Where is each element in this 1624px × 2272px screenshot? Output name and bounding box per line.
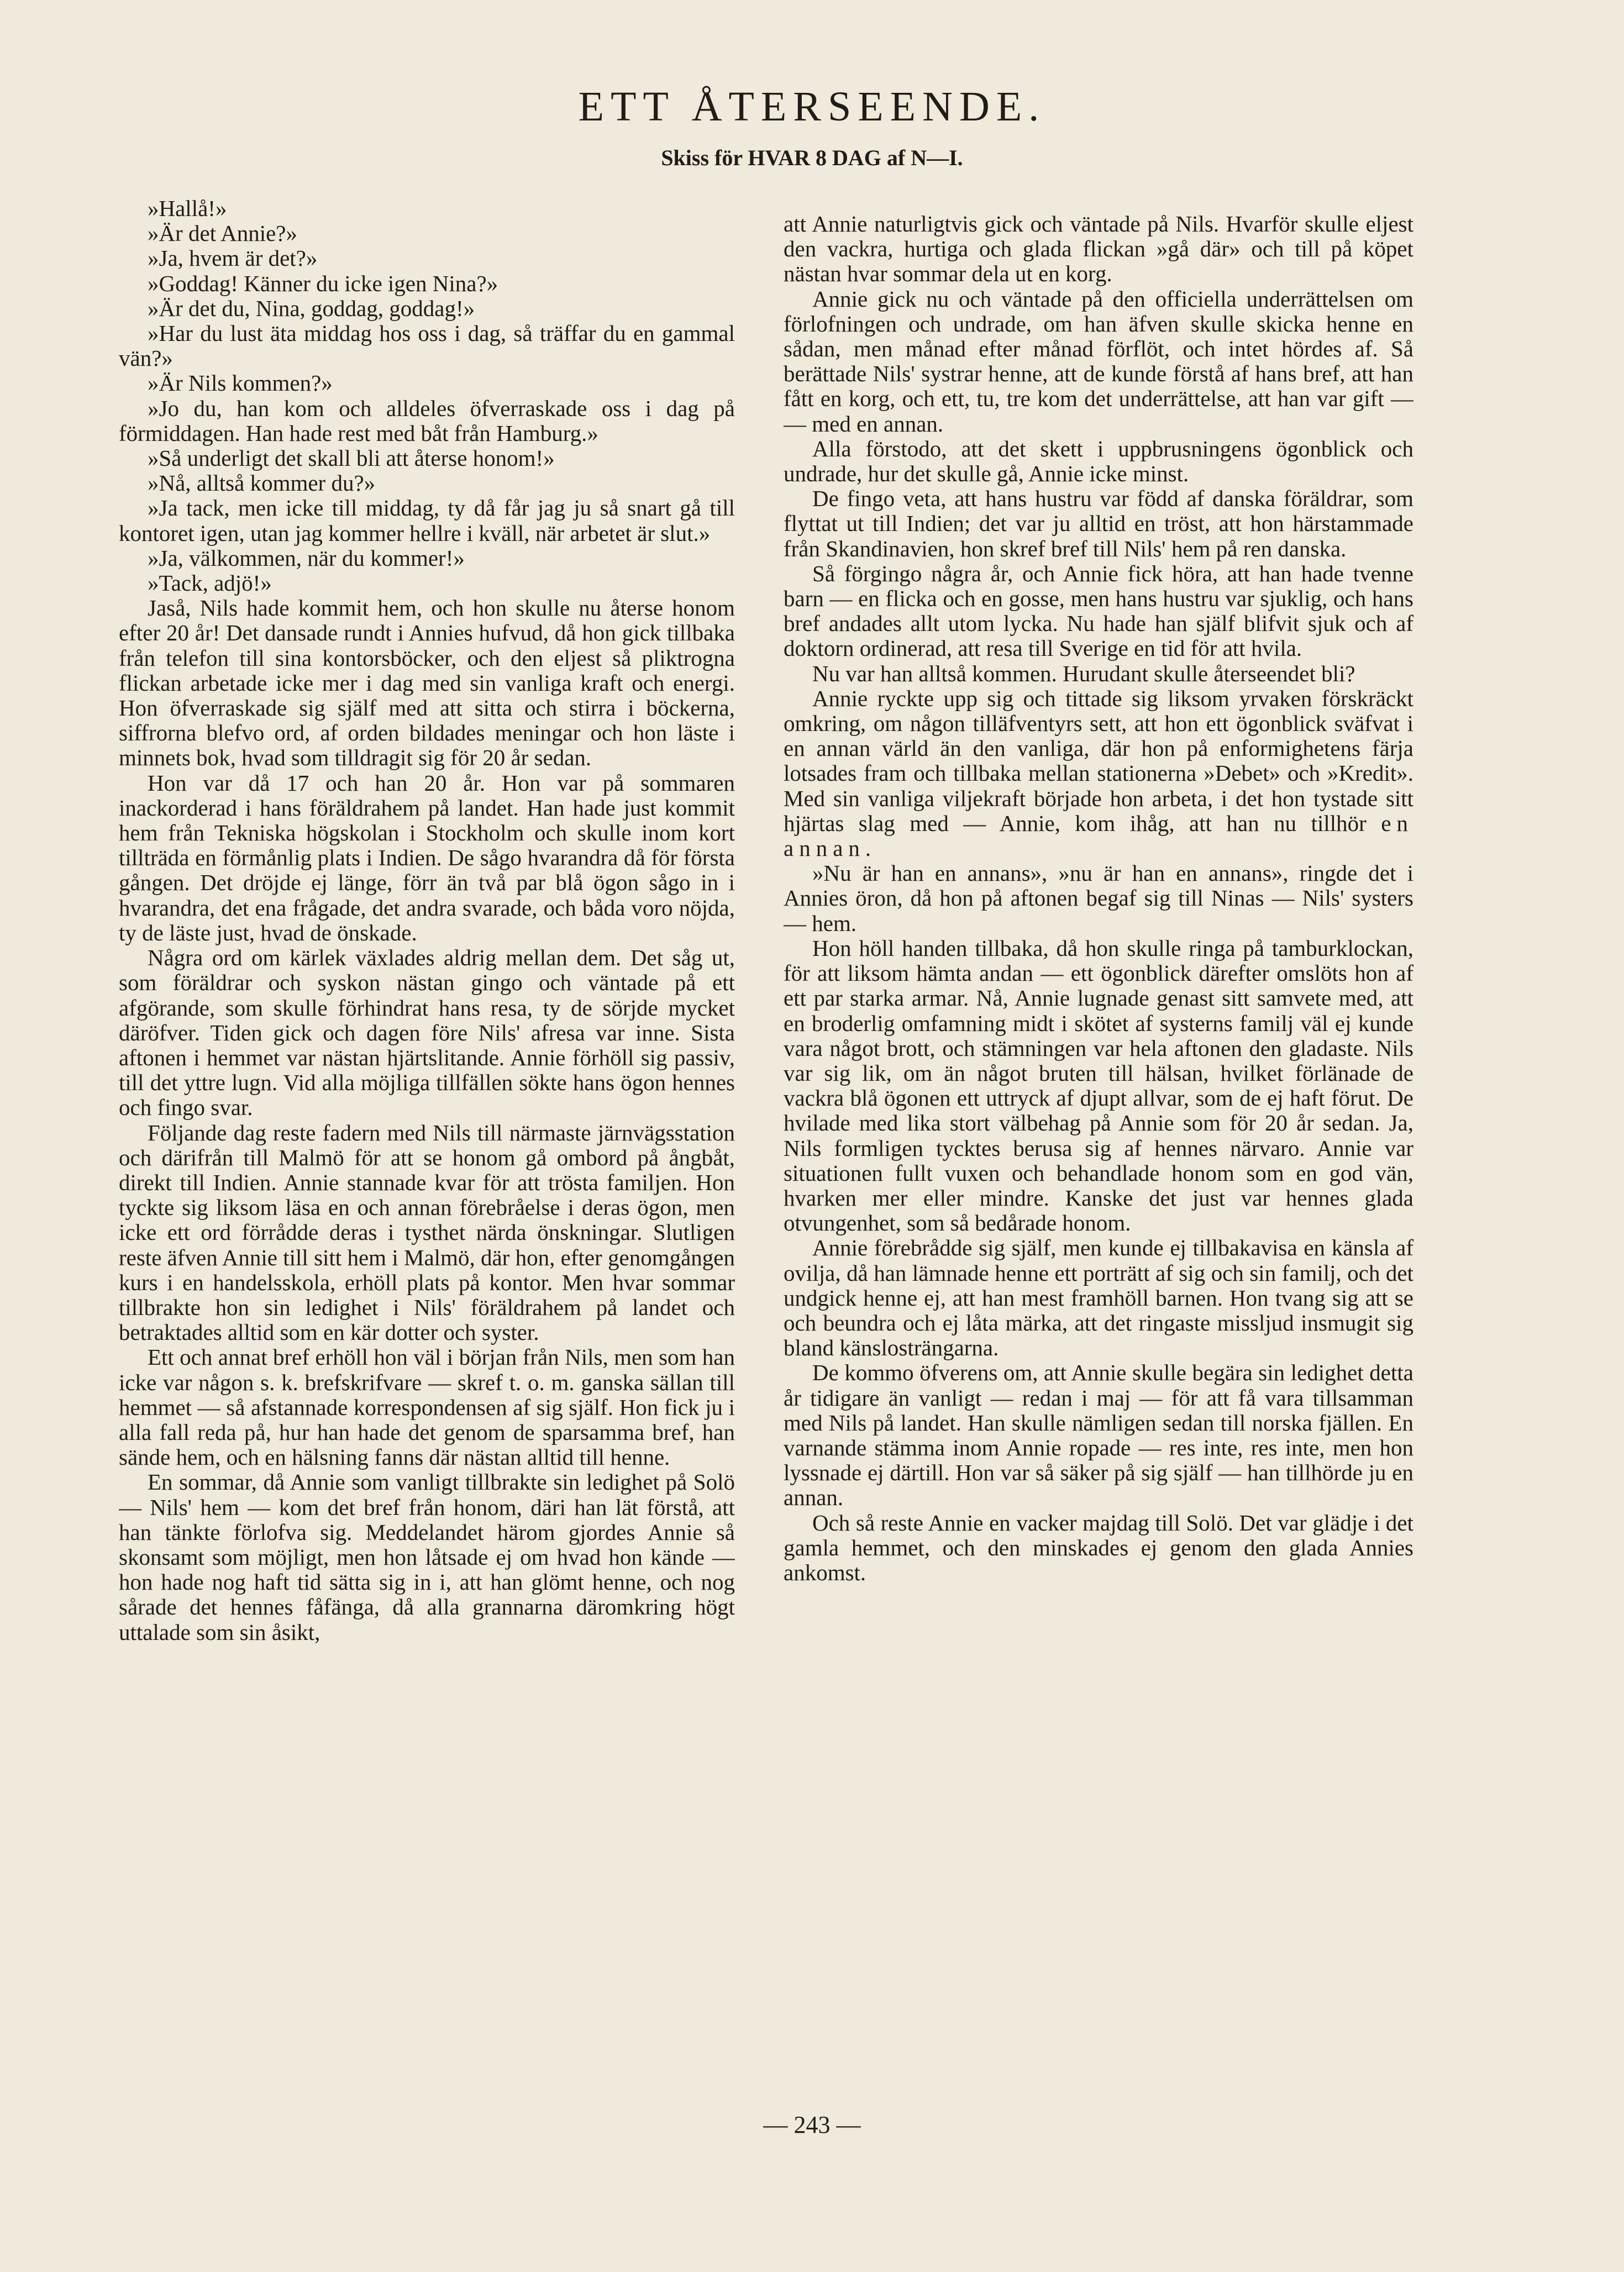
left-text-column	[119, 196, 735, 2097]
dialogue-line: »Nå, alltså kommer du?»	[148, 470, 376, 496]
dialogue-line: »Är det du, Nina, goddag, goddag!»	[148, 295, 475, 321]
paragraph: »Jo du, han kom och alldeles öfverraskade oss i dag på förmiddagen. Han hade rest med båt från Hamburg.»	[119, 395, 735, 446]
paragraph: »Nu är han en annans», »nu är han en annans», ringde det i Annies öron, då hon på aftonen begaf sig till Ninas — Nils' systers — hem.	[784, 860, 1413, 936]
paragraph: Hon var då 17 och han 20 år. Hon var på sommaren inackorderad i hans föräldrahem på landet. Han hade just kommit hem från Tekniska högskolan i Stockholm och skulle inom kort tillträda en förmånlig plats i Indien. De sågo hvarandra då för första gången. Det dröjde ej länge, förr än två par blå ögon sågo in i hvarandra, det ena frågade, det andra svarade, och båda voro nöjda, ty de läste just, hvad de önskade.	[119, 770, 735, 945]
article-subtitle: Skiss för HVAR 8 DAG af N—I.	[661, 145, 963, 170]
paragraph: Annie ryckte upp sig och tittade sig liksom yrvaken förskräckt omkring, om någon tilläfventyrs sett, att hon ett ögonblick sväfvat i en annan värld än den vanliga, där hon på enformighetens färja lotsades fram och tillbaka mellan stationerna »Debet» och »Kredit». Med sin vanliga viljekraft började hon arbeta, i det hon tystade sitt hjärtas slag med — Annie, kom ihåg, att han nu tillhör en annan.	[784, 685, 1413, 861]
dialogue-line: »Ja, hvem är det?»	[148, 245, 318, 271]
dialogue-line: »Goddag! Känner du icke igen Nina?»	[148, 270, 498, 296]
paragraph: Jaså, Nils hade kommit hem, och hon skulle nu återse honom efter 20 år! Det dansade rundt i Annies hufvud, då hon gick tillbaka från telefon till sina kontorsböcker, och den eljest så pliktrogna flickan arbetade icke mer i dag med sin vanliga kraft och energi. Hon öfverraskade sig själf med att sitta och stirra i böckerna, siffrorna blefvo ord, af orden bildades meningar och hon läste i minnets bok, hvad som tilldragit sig för 20 år sedan.	[119, 595, 735, 771]
paragraph: Hon höll handen tillbaka, då hon skulle ringa på tamburklockan, för att liksom hämta andan — ett ögonblick därefter omslöts hon af ett par starka armar. Nå, Annie lugnade genast sitt samvete med, att en broderlig omfamning midt i skötet af systerns familj väl ej kunde vara något brott, och stämningen var hela aftonen den gladaste. Nils var sig lik, om än något bruten till hälsan, hvilket förlänade de vackra blå ögonen ett uttryck af djupt allvar, som de ej haft förut. De hvilade med lika stort välbehag på Annie som för 20 år sedan. Ja, Nils formligen tycktes berusa sig af hennes närvaro. Annie var situationen fullt vuxen och behandlade honom som en god vän, hvarken mer eller mindre. Kanske det just var hennes glada otvungenhet, som så bedårade honom.	[784, 935, 1413, 1236]
page-number: — 243 —	[763, 2111, 861, 2138]
paragraph: Nu var han alltså kommen. Hurudant skulle återseendet bli?	[812, 660, 1355, 686]
spaced-emphasis-text: en annan.	[784, 810, 1413, 861]
paragraph: Ett och annat bref erhöll hon väl i början från Nils, men som han icke var någon s. k. brefskrifvare — skref t. o. m. ganska sällan till hemmet — så afstannade korrespondensen af sig själf. Hon fick ju i alla fall reda på, hur han hade det genom de sparsamma bref, han sände hem, och en hälsning fanns där nästan alltid till henne.	[119, 1344, 735, 1470]
paragraph: Annie förebrådde sig själf, men kunde ej tillbakavisa en känsla af ovilja, då han lämnade henne ett porträtt af sig och sin familj, och det undgick henne ej, att han mest framhöll barnen. Hon tvang sig att se och beundra och ej låta märka, att det ringaste missljud insmugit sig bland känslosträngarna.	[784, 1235, 1413, 1361]
dialogue-line: »Är Nils kommen?»	[148, 370, 333, 396]
right-text-column	[784, 212, 1413, 2112]
paragraph: De fingo veta, att hans hustru var född af danska föräldrar, som flyttat ut till Indien; det var ju alltid en tröst, att hon härstammade från Skandinavien, hon skref bref till Nils' hem på ren danska.	[784, 486, 1413, 561]
paragraph: En sommar, då Annie som vanligt tillbrakte sin ledighet på Solö — Nils' hem — kom det bref från honom, däri han lät förstå, att han tänkte förlofva sig. Meddelandet härom gjordes Annie så skonsamt som möjligt, men hon låtsade ej om hvad hon kände — hon hade nog haft tid sätta sig in i, att han glömt henne, och nog sårade det hennes fåfänga, då alla grannarna däromkring högt uttalade som sin åsikt,	[119, 1469, 735, 1645]
paragraph: Och så reste Annie en vacker majdag till Solö. Det var glädje i det gamla hemmet, och den minskades ej genom den glada Annies ankomst.	[784, 1510, 1413, 1585]
dialogue-line: »Tack, adjö!»	[148, 570, 272, 596]
paragraph: De kommo öfverens om, att Annie skulle begära sin ledighet detta år tidigare än vanligt — redan i maj — för att få vara tillsamman med Nils på landet. Han skulle nämligen sedan till norska fjällen. En varnande stämma inom Annie ropade — res inte, res inte, men hon lyssnade ej därtill. Hon var så säker på sig själf — han tillhörde ju en annan.	[784, 1360, 1413, 1511]
paragraph: Några ord om kärlek växlades aldrig mellan dem. Det såg ut, som föräldrar och syskon nästan gingo och väntade på ett afgörande, som skulle förhindrat hans resa, ty de sörjde mycket däröfver. Tiden gick och dagen före Nils' afresa var inne. Sista aftonen i hemmet var nästan hjärtslitande. Annie förhöll sig passiv, till det yttre lugn. Vid alla möjliga tillfällen sökte hans ögon hennes och fingo svar.	[119, 945, 735, 1121]
dialogue-line: »Ja, välkommen, när du kommer!»	[148, 545, 465, 571]
paragraph: Så förgingo några år, och Annie fick höra, att han hade tvenne barn — en flicka och en gosse, men hans hustru var sjuklig, och hans bref andades allt utom lycka. Nu hade han själf blifvit sjuk och af doktorn ordinerad, att resa till Sverige en tid för att hvila.	[784, 560, 1413, 661]
article-title: ETT ÅTERSEENDE.	[578, 83, 1046, 130]
dialogue-line: »Hallå!»	[148, 196, 227, 221]
dialogue-line: »Så underligt det skall bli att återse honom!»	[148, 445, 555, 471]
paragraph: att Annie naturligtvis gick och väntade på Nils. Hvarför skulle eljest den vackra, hurtiga och glada flickan »gå där» och till på köpet nästan hvar sommar dela ut en korg.	[784, 212, 1413, 287]
paragraph: Följande dag reste fadern med Nils till närmaste järnvägsstation och därifrån till Malmö för att se honom gå ombord på ångbåt, direkt till Indien. Annie stannade kvar för att trösta familjen. Hon tyckte sig liksom läsa en och annan förebråelse i deras ögon, men icke ett ord förrådde deras i tysthet närda önskningar. Slutligen reste äfven Annie till sitt hem i Malmö, där hon, efter genomgången kurs i en handelsskola, erhöll plats på kontor. Men hvar sommar tillbrakte hon sin ledighet i Nils' föräldrahem på landet och betraktades alltid som en kär dotter och syster.	[119, 1119, 735, 1345]
paragraph: Annie gick nu och väntade på den officiella underrättelsen om förlofningen och undrade, om han äfven skulle skicka henne en sådan, men månad efter månad förflöt, och intet hördes af. Så berättade Nils' systrar henne, att de kunde förstå af hans bref, att han fått en korg, och ett, tu, tre kom det underrättelse, att han var gift — — med en annan.	[784, 286, 1413, 436]
paragraph: »Ja tack, men icke till middag, ty då får jag ju så snart gå till kontoret igen, utan jag kommer hellre i kväll, när arbetet är slut.»	[119, 495, 735, 546]
paragraph: Alla förstodo, att det skett i uppbrusningens ögonblick och undrade, hur det skulle gå, Annie icke minst.	[784, 435, 1413, 487]
dialogue-line: »Är det Annie?»	[148, 220, 297, 246]
paragraph: »Har du lust äta middag hos oss i dag, så träffar du en gammal vän?»	[119, 320, 735, 371]
